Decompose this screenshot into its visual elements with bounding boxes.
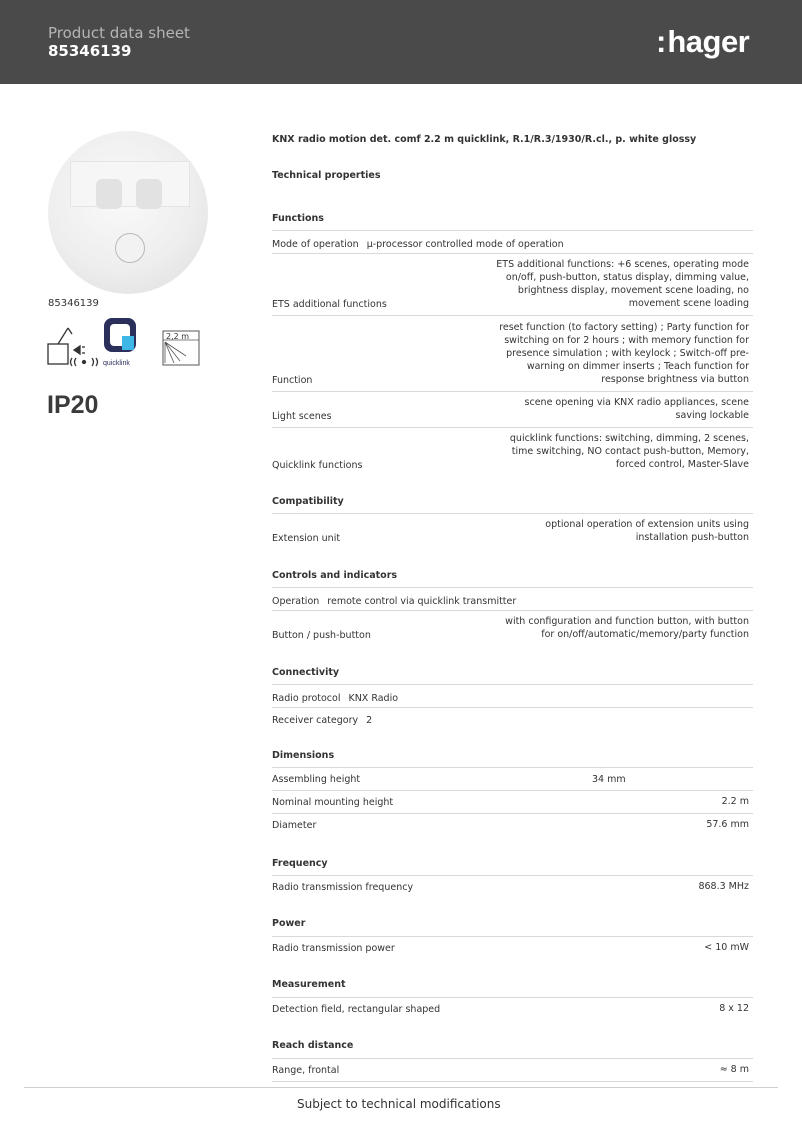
section-heading-reach: Reach distance — [272, 1040, 354, 1051]
spec-row — [272, 813, 753, 836]
spec-value: 2 — [366, 715, 373, 726]
section-heading-power: Power — [272, 918, 306, 929]
spec-row — [272, 610, 753, 646]
spec-value: 2.2 m — [721, 796, 749, 807]
spec-value: 868.3 MHz — [698, 881, 749, 892]
spec-row — [272, 684, 753, 707]
mounting-height-icon — [163, 331, 199, 365]
spec-value: scene opening via KNX radio appliances, scene saving lockable — [524, 397, 749, 421]
footer-note: Subject to technical modifications — [297, 1097, 501, 1111]
spec-row — [272, 875, 753, 898]
spec-label: Light scenes — [272, 411, 332, 422]
spec-label: Function — [272, 375, 313, 386]
sensor-lens — [96, 179, 122, 209]
page-header — [0, 0, 802, 84]
spec-row — [272, 936, 753, 959]
article-number: 85346139 — [48, 298, 99, 309]
section-heading-connectivity: Connectivity — [272, 667, 340, 678]
spec-label: Nominal mounting height — [272, 797, 394, 808]
section-heading-controls: Controls and indicators — [272, 570, 398, 581]
spec-label: Operation — [272, 596, 320, 607]
spec-value: reset function (to factory setting) ; Party function for switching on for 2 hours ; with memory function for presence simulation ; with keylock ; Switch-off pre- warning on dimmer inserts ; Teach function for response brightness via button — [499, 322, 749, 385]
spec-value: µ-processor controlled mode of operation — [366, 239, 564, 250]
spec-row — [272, 1058, 753, 1081]
spec-value: ≈ 8 m — [719, 1064, 749, 1075]
spec-row — [272, 253, 753, 315]
product-image — [48, 131, 208, 294]
spec-label: Diameter — [272, 820, 317, 831]
technical-properties-heading: Technical properties — [272, 170, 381, 181]
spec-label: ETS additional functions — [272, 299, 387, 310]
spec-row — [272, 587, 753, 610]
quicklink-icon — [103, 318, 136, 367]
spec-row — [272, 315, 753, 391]
spec-value: < 10 mW — [704, 942, 749, 953]
spec-value: ETS additional functions: +6 scenes, operating mode on/off, push-button, status display, dimming value, brightness display, movement scene loading, no movement scene loading — [496, 259, 749, 309]
spec-label: Quicklink functions — [272, 460, 363, 471]
spec-row — [272, 767, 753, 790]
quicklink-label: quicklink — [103, 360, 130, 367]
spec-label: Button / push-button — [272, 630, 371, 641]
spec-value: 34 mm — [592, 774, 626, 785]
table-bottom-divider — [272, 1081, 753, 1082]
spec-label: Extension unit — [272, 533, 341, 544]
height-badge-label: 2,2 m — [166, 332, 190, 341]
spec-value: optional operation of extension units using installation push-button — [545, 519, 749, 543]
spec-row — [272, 707, 753, 732]
header-subtitle: Product data sheet — [48, 24, 190, 42]
footer-divider — [24, 1087, 778, 1088]
logo-colon-mark: : — [656, 24, 668, 59]
ip-rating: IP20 — [47, 391, 99, 419]
spec-row — [272, 513, 753, 549]
spec-row — [272, 391, 753, 427]
section-heading-compatibility: Compatibility — [272, 496, 344, 507]
spec-label: Receiver category — [272, 715, 359, 726]
spec-row — [272, 230, 753, 253]
spec-row — [272, 427, 753, 476]
section-heading-measurement: Measurement — [272, 979, 346, 990]
section-heading-dimensions: Dimensions — [272, 750, 335, 761]
spec-row — [272, 790, 753, 813]
spec-value: with configuration and function button, with button for on/off/automatic/memory/party function — [505, 616, 749, 640]
section-heading-functions: Functions — [272, 213, 324, 224]
spec-label: Mode of operation — [272, 239, 359, 250]
hager-logo — [656, 24, 749, 60]
product-title: KNX radio motion det. comf 2.2 m quicklink, R.1/R.3/1930/R.cl., p. white glossy — [272, 134, 697, 145]
section-heading-frequency: Frequency — [272, 858, 328, 869]
spec-label: Radio protocol — [272, 693, 341, 704]
spec-label: Assembling height — [272, 774, 361, 785]
spec-label: Detection field, rectangular shaped — [272, 1004, 441, 1015]
spec-value: 57.6 mm — [706, 819, 749, 830]
sensor-lens — [136, 179, 162, 209]
header-product-number: 85346139 — [48, 42, 132, 60]
device-button — [115, 233, 145, 263]
spec-value: quicklink functions: switching, dimming, 2 scenes, time switching, NO contact push-button, Memory, forced control, Master-Slave — [509, 433, 749, 470]
sensor-window — [70, 161, 190, 207]
spec-label: Radio transmission frequency — [272, 882, 414, 893]
feature-icons — [46, 314, 206, 374]
spec-label: Radio transmission power — [272, 943, 395, 954]
spec-label: Range, frontal — [272, 1065, 340, 1076]
logo-text: hager — [667, 24, 750, 59]
spec-value: remote control via quicklink transmitter — [327, 596, 517, 607]
spec-row — [272, 997, 753, 1020]
radio-installation-icon — [48, 328, 98, 366]
spec-value: KNX Radio — [348, 693, 399, 704]
spec-value: 8 x 12 — [719, 1003, 749, 1014]
